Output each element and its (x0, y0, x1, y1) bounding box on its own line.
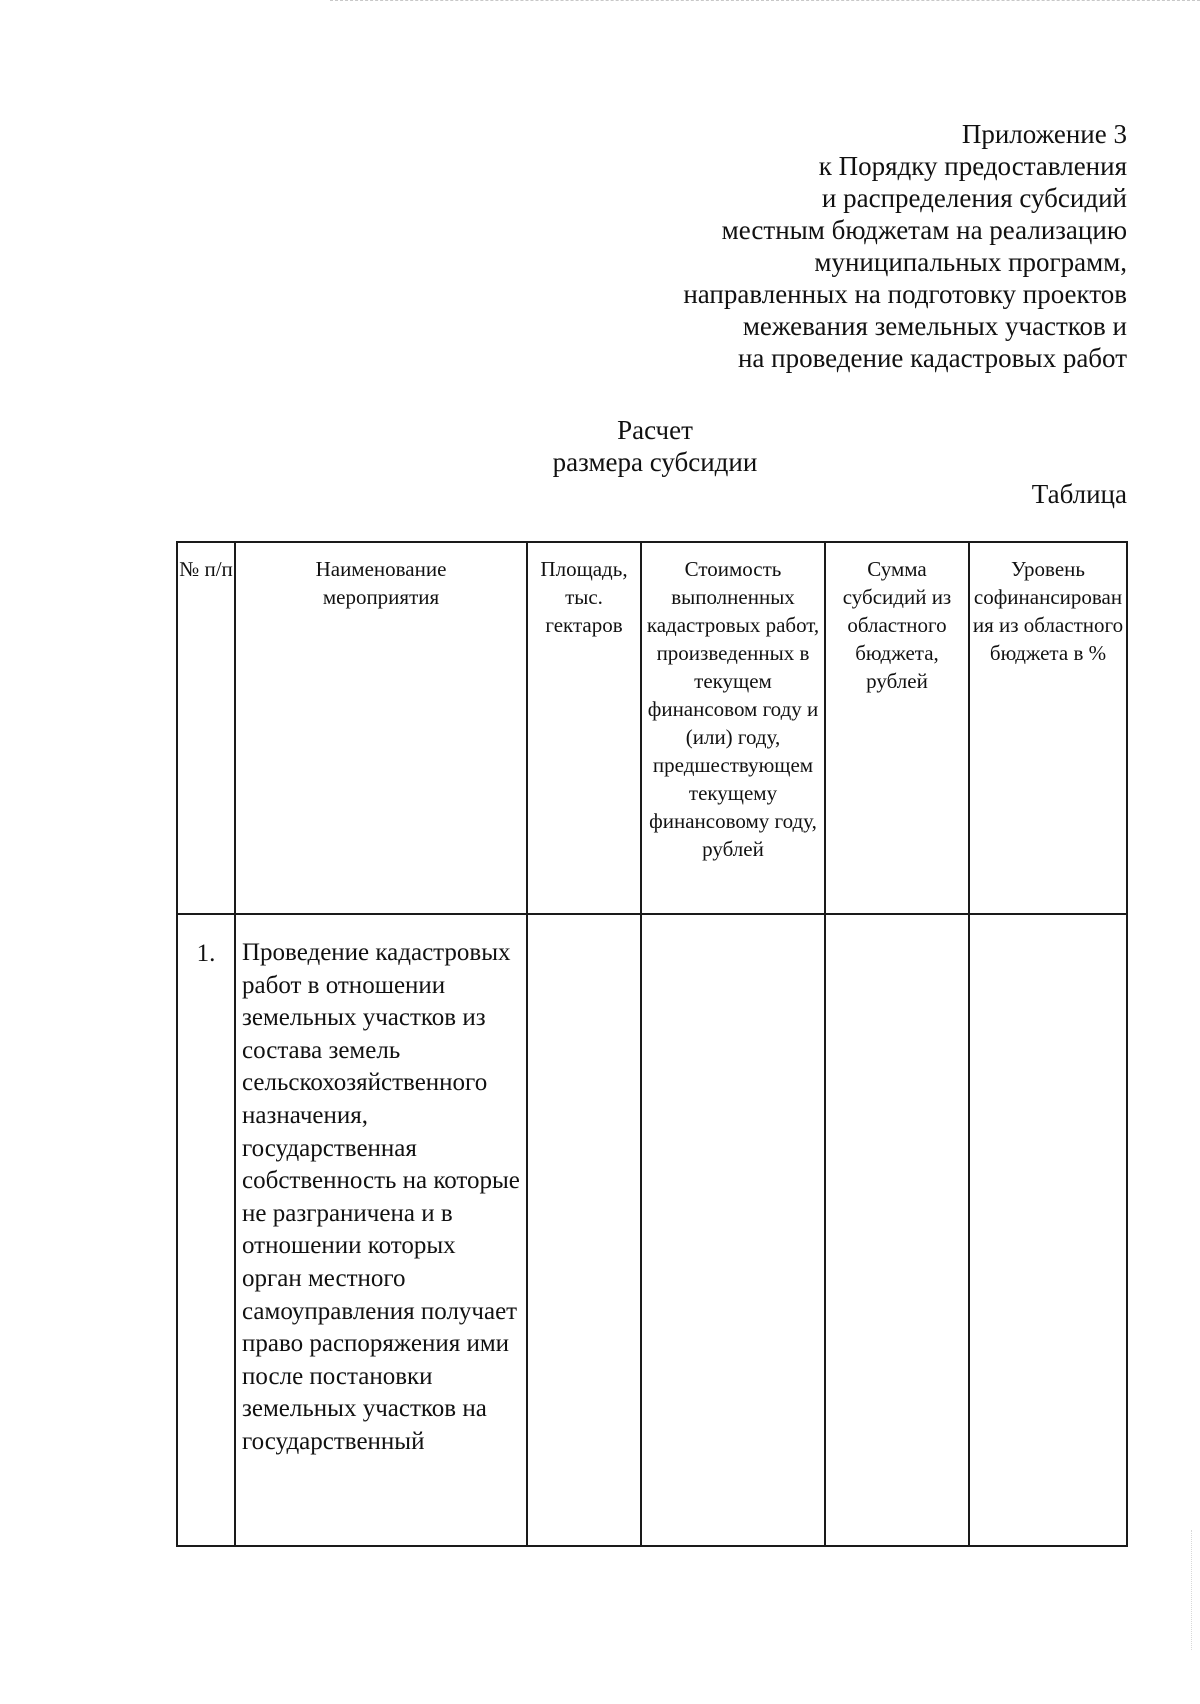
header-num: № п/п (177, 542, 235, 914)
table-label: Таблица (1031, 479, 1127, 509)
row-subsidy (825, 914, 969, 1546)
subsidy-table (176, 541, 1128, 1547)
scan-top-edge (330, 0, 1200, 2)
header-name: Наименование мероприятия (235, 542, 527, 914)
appendix-line: на проведение кадастровых работ (737, 343, 1127, 373)
table-header-row (177, 542, 1127, 914)
row-area (527, 914, 641, 1546)
title-line-1: Расчет (617, 415, 693, 445)
appendix-header (683, 118, 1127, 374)
scan-edge-mark (1190, 1530, 1192, 1650)
header-area: Площадь, тыс. гектаров (527, 542, 641, 914)
row-num: 1. (177, 914, 235, 1546)
title-line-2: размера субсидии (552, 447, 758, 477)
appendix-line: и распределения субсидий (821, 183, 1127, 213)
appendix-line: межевания земельных участков и (742, 311, 1127, 341)
table-row (177, 914, 1127, 1546)
row-cost (641, 914, 825, 1546)
document-title (0, 414, 1200, 478)
header-cost: Стоимость выполненных кадастровых работ, произведенных в текущем финансовом году и (или) году, предшествующем текущему финансовому году, рублей (641, 542, 825, 914)
row-name: Проведение кадастровых работ в отношении земельных участков из состава земель сельскохозяйственного назначения, государственная собственность на которые не разграничена и в отношении которых орган местного самоуправления получает право распоряжения ими после постановки земельных участков на государственный (235, 914, 527, 1546)
appendix-line: муниципальных программ, (814, 247, 1127, 277)
row-level (969, 914, 1127, 1546)
header-level: Уровень софинансирования из областного бюджета в % (969, 542, 1127, 914)
appendix-line: местным бюджетам на реализацию (721, 215, 1127, 245)
appendix-line: направленных на подготовку проектов (683, 279, 1127, 309)
appendix-line: к Порядку предоставления (818, 151, 1127, 181)
appendix-line: Приложение 3 (961, 119, 1127, 149)
header-subsidy: Сумма субсидий из областного бюджета, рублей (825, 542, 969, 914)
